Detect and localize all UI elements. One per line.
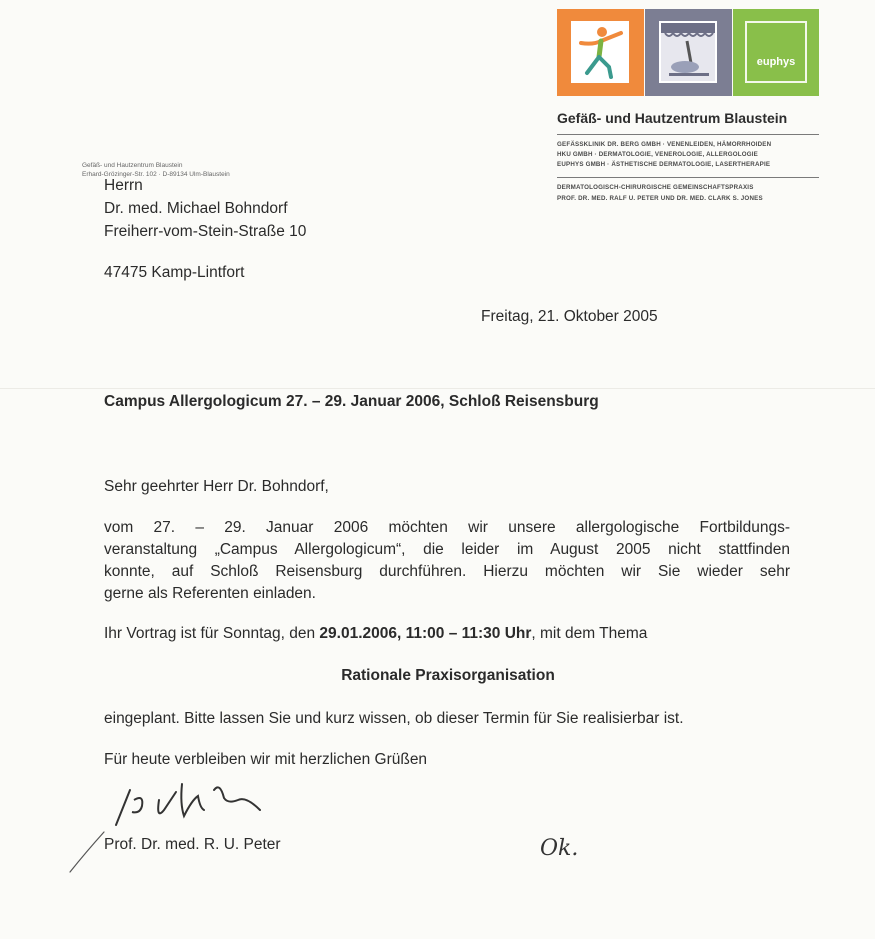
letter-greeting: Sehr geehrter Herr Dr. Bohndorf,: [104, 478, 329, 495]
talk-schedule-intro: Ihr Vortrag ist für Sonntag, den: [104, 625, 320, 642]
clinic-line: HKU GMBH · DERMATOLOGIE, VENEROLOGIE, ALLERGOLOGIE: [557, 151, 759, 158]
divider: [557, 177, 819, 178]
divider: [557, 134, 819, 135]
clinic-line: GEFÄSSKLINIK DR. BERG GMBH · VENENLEIDEN, HÄMORRHOIDEN: [557, 141, 772, 148]
clinic-name: Gefäß- und Hautzentrum Blaustein: [557, 110, 788, 126]
practice-line: PROF. DR. MED. RALF U. PETER UND DR. MED. CLARK S. JONES: [557, 195, 763, 202]
recipient-name: Dr. med. Michael Bohndorf: [104, 200, 288, 217]
logo-tile-slate: [645, 9, 732, 96]
logo-tile-orange: [557, 9, 644, 96]
clinic-line: EUPHYS GMBH · ÄSTHETISCHE DERMATOLOGIE, LASERTHERAPIE: [557, 161, 771, 168]
confirmation-request: eingeplant. Bitte lassen Sie und kurz wissen, ob dieser Termin für Sie realisierbar ist.: [104, 710, 684, 727]
signer-name: Prof. Dr. med. R. U. Peter: [104, 836, 281, 853]
recipient-salutation: Herrn: [104, 177, 143, 194]
recipient-street: Freiherr-vom-Stein-Straße 10: [104, 223, 307, 240]
paragraph-line: veranstaltung „Campus Allergologicum“, die leider im August 2005 nicht stattfinden: [104, 541, 790, 558]
letter-subject: Campus Allergologicum 27. – 29. Januar 2006, Schloß Reisensburg: [104, 393, 599, 410]
practice-line: DERMATOLOGISCH-CHIRURGISCHE GEMEINSCHAFTSPRAXIS: [557, 184, 754, 191]
letter-date: Freitag, 21. Oktober 2005: [481, 308, 658, 325]
recipient-city: 47475 Kamp-Lintfort: [104, 264, 245, 281]
body-paragraph: [104, 517, 790, 605]
letter-closing: Für heute verbleiben wir mit herzlichen Grüßen: [104, 751, 428, 768]
paragraph-line: vom 27. – 29. Januar 2006 möchten wir unsere allergologische Fortbildungs-: [104, 519, 790, 536]
paragraph-line: gerne als Referenten einladen.: [104, 585, 316, 602]
logo-tile-green: [733, 9, 819, 96]
return-address-line: Erhard-Grözinger-Str. 102 · D-89134 Ulm-Blaustein: [82, 171, 230, 178]
return-address-line: Gefäß- und Hautzentrum Blaustein: [82, 162, 183, 169]
signature: [64, 770, 284, 885]
euphys-wordmark: euphys: [756, 56, 796, 68]
letterhead-logo: [557, 9, 819, 96]
laser-treatment-icon: [659, 21, 717, 83]
talk-schedule: [104, 625, 647, 643]
talk-datetime: 29.01.2006, 11:00 – 11:30 Uhr: [319, 625, 532, 642]
paragraph-line: konnte, auf Schloß Reisensburg durchführen. Hierzu möchten wir Sie wieder sehr: [104, 563, 790, 580]
fold-line: [0, 388, 875, 389]
talk-schedule-outro: , mit dem Thema: [531, 625, 648, 642]
figure-icon: [571, 21, 629, 83]
handwritten-note: Ok.: [540, 836, 579, 861]
talk-topic: Rationale Praxisorganisation: [341, 667, 555, 684]
euphys-logo: [745, 21, 807, 83]
